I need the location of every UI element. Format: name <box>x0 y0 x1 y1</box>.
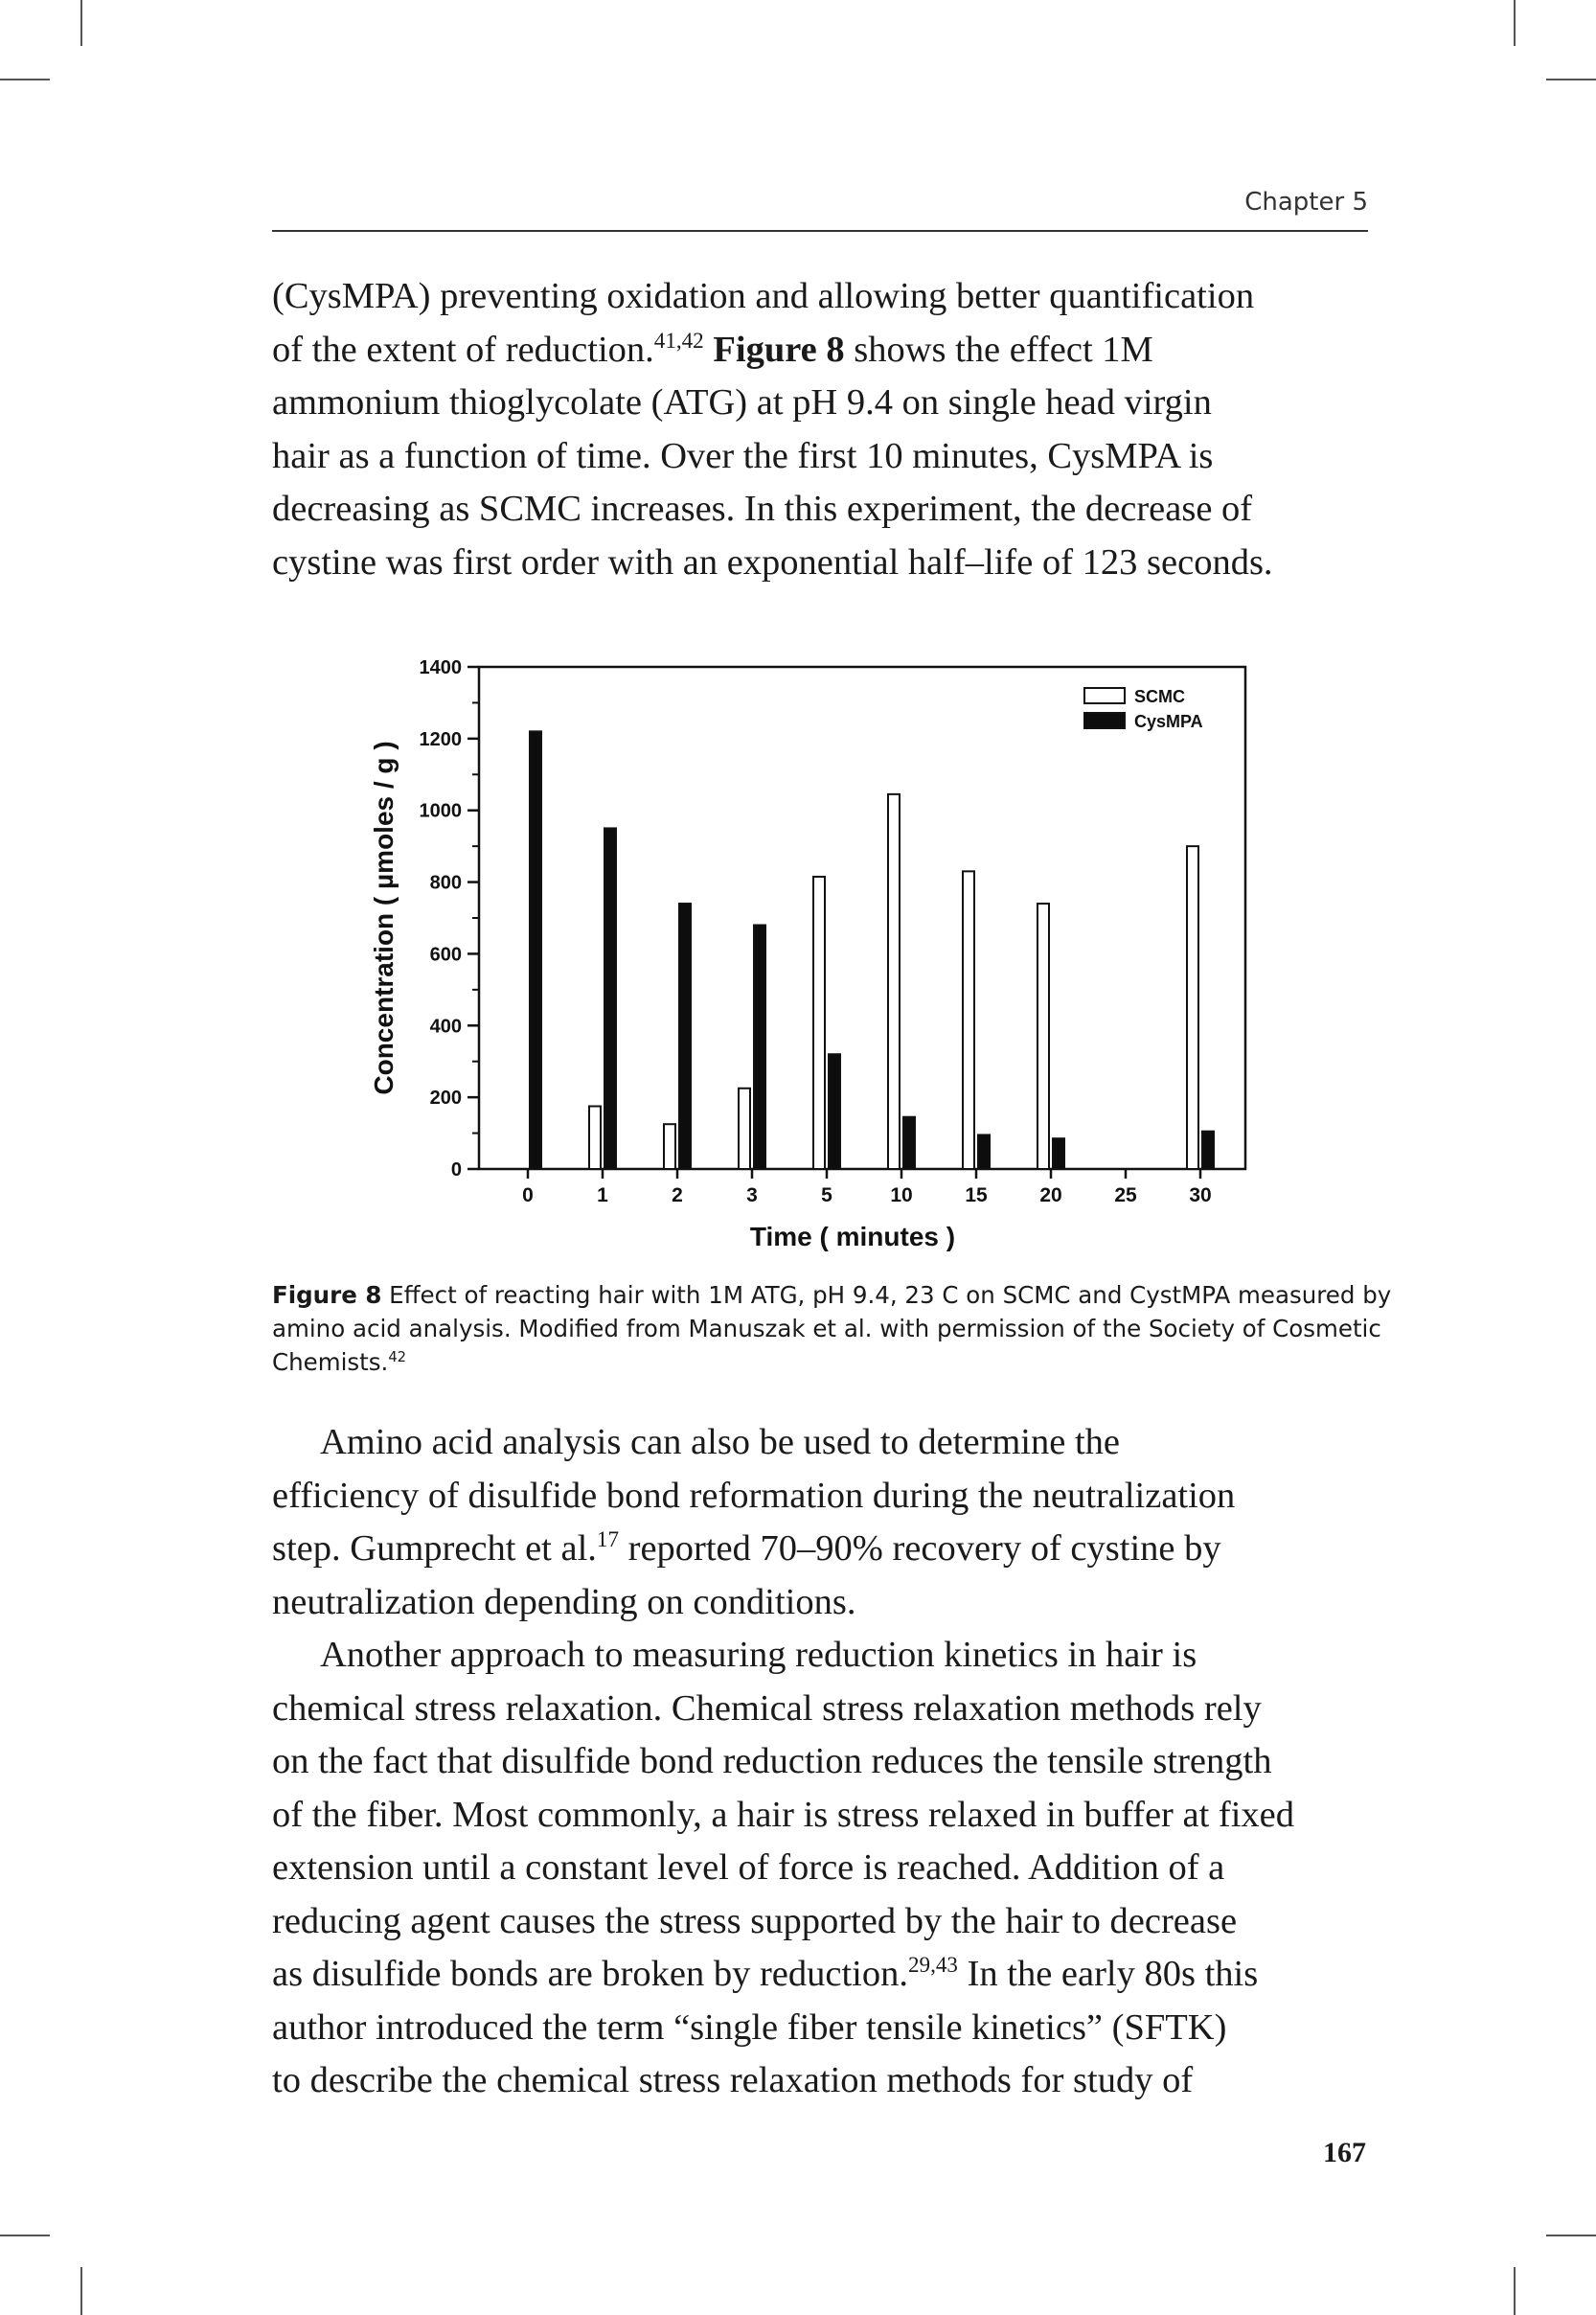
text-line: (CysMPA) preventing oxidation and allowing better quantification <box>272 276 1255 316</box>
bar-scmc <box>1187 846 1198 1169</box>
y-tick-label: 0 <box>450 1159 462 1180</box>
citation-superscript: 41,42 <box>653 327 704 353</box>
figure-caption <box>272 1278 1392 1379</box>
crop-mark <box>0 2235 50 2236</box>
bar-scmc <box>739 1089 750 1169</box>
text-line: ammonium thioglycolate (ATG) at pH 9.4 on single head virgin <box>272 382 1212 423</box>
text-line: extension until a constant level of force is reached. Addition of a <box>272 1847 1225 1888</box>
caption-line <box>272 1278 1392 1312</box>
text-line: reducing agent causes the stress supported by the hair to decrease <box>272 1900 1238 1941</box>
text-line: of the fiber. Most commonly, a hair is stress relaxed in buffer at fixed <box>272 1794 1295 1835</box>
y-axis-label: Concentration ( µmoles / g ) <box>369 741 399 1095</box>
x-tick-label: 30 <box>1189 1184 1212 1206</box>
paragraph-amino-acid <box>272 1416 1383 1629</box>
caption-label: Figure 8 <box>272 1281 382 1309</box>
legend-label: SCMC <box>1134 687 1185 706</box>
crop-mark <box>80 2267 82 2315</box>
x-tick-label: 2 <box>672 1184 683 1206</box>
bar-cysmpa <box>604 828 616 1169</box>
bar-scmc <box>888 794 900 1169</box>
text-line <box>272 1948 1383 2002</box>
text-line: neutralization depending on conditions. <box>272 1581 856 1622</box>
bar-scmc <box>813 877 825 1169</box>
x-tick-label: 1 <box>597 1184 608 1206</box>
text-line: hair as a function of time. Over the first 10 minutes, CysMPA is <box>272 435 1214 476</box>
bar-cysmpa <box>1053 1138 1064 1169</box>
header-rule <box>272 230 1368 232</box>
x-tick-label: 10 <box>890 1184 913 1206</box>
text-line: author introduced the term “single fiber tensile kinetics” (SFTK) <box>272 2006 1227 2048</box>
x-axis-label: Time ( minutes ) <box>749 1222 956 1251</box>
figure-reference: Figure 8 <box>703 329 845 370</box>
crop-mark <box>1546 2235 1596 2236</box>
bar-scmc <box>589 1107 601 1170</box>
text-run: reported 70–90% recovery of cystine by <box>619 1528 1221 1569</box>
citation-superscript: 29,43 <box>907 1952 958 1978</box>
text-line <box>272 1523 1383 1576</box>
x-tick-label: 0 <box>522 1184 534 1206</box>
text-line: to describe the chemical stress relaxation methods for study of <box>272 2060 1194 2100</box>
y-tick-label: 400 <box>429 1016 462 1038</box>
x-tick-label: 5 <box>821 1184 832 1206</box>
bar-cysmpa <box>1202 1132 1214 1169</box>
legend-swatch <box>1084 713 1125 728</box>
crop-mark <box>1546 79 1596 80</box>
x-tick-label: 20 <box>1039 1184 1062 1206</box>
text-line: chemical stress relaxation. Chemical stress relaxation methods rely <box>272 1687 1262 1729</box>
paragraph-intro <box>272 270 1383 589</box>
running-header: Chapter 5 <box>1244 188 1368 217</box>
y-tick-label: 200 <box>429 1088 462 1110</box>
citation-superscript: 17 <box>596 1526 619 1552</box>
bar-chart <box>354 640 1265 1272</box>
bar-cysmpa <box>530 731 541 1169</box>
x-tick-label: 15 <box>965 1184 988 1206</box>
crop-mark <box>1514 2267 1516 2315</box>
citation-superscript: 42 <box>388 1348 407 1365</box>
text-run: In the early 80s this <box>957 1954 1259 1994</box>
text-run: shows the effect 1M <box>844 329 1153 370</box>
text-run: as disulfide bonds are broken by reduction. <box>272 1954 908 1994</box>
crop-mark <box>1514 0 1516 46</box>
plot-frame <box>479 667 1245 1169</box>
text-line: decreasing as SCMC increases. In this experiment, the decrease of <box>272 489 1253 529</box>
page-number: 167 <box>1323 2137 1366 2168</box>
text-run: of the extent of reduction. <box>272 329 654 370</box>
text-line: on the fact that disulfide bond reduction reduces the tensile strength <box>272 1741 1272 1781</box>
text-line: Amino acid analysis can also be used to determine the <box>320 1422 1120 1462</box>
x-tick-label: 3 <box>746 1184 758 1206</box>
text-line <box>272 324 1383 378</box>
bar-cysmpa <box>754 925 765 1169</box>
caption-line <box>272 1345 1374 1379</box>
crop-mark <box>80 0 82 46</box>
paragraph-stress-relaxation <box>272 1629 1383 2108</box>
text-line: Another approach to measuring reduction kinetics in hair is <box>320 1635 1197 1675</box>
legend-label: CysMPA <box>1134 712 1203 731</box>
y-tick-label: 1000 <box>419 800 462 822</box>
bar-cysmpa <box>978 1135 990 1169</box>
caption-line: amino acid analysis. Modified from Manuszak et al. with permission of the Society of Cosmetic <box>272 1315 1381 1342</box>
y-tick-label: 1400 <box>419 657 462 678</box>
bar-cysmpa <box>829 1054 840 1169</box>
text-line: cystine was first order with an exponential half–life of 123 seconds. <box>272 541 1273 583</box>
text-run: step. Gumprecht et al. <box>272 1528 597 1569</box>
y-tick-label: 1200 <box>419 728 462 750</box>
caption-text: Effect of reacting hair with 1M ATG, pH 9.4, 23 C on SCMC and CystMPA measured by <box>381 1281 1392 1309</box>
text-line: efficiency of disulfide bond reformation during the neutralization <box>272 1475 1236 1516</box>
figure-8 <box>354 640 1265 1272</box>
y-tick-label: 800 <box>429 872 462 894</box>
caption-text: Chemists. <box>272 1348 389 1376</box>
legend-swatch <box>1084 688 1125 703</box>
bar-scmc <box>963 871 974 1169</box>
crop-mark <box>0 79 50 80</box>
bar-cysmpa <box>679 904 691 1169</box>
bar-cysmpa <box>903 1117 915 1169</box>
bar-scmc <box>1037 904 1049 1169</box>
y-tick-label: 600 <box>429 944 462 966</box>
x-tick-label: 25 <box>1114 1184 1137 1206</box>
bar-scmc <box>664 1124 675 1169</box>
